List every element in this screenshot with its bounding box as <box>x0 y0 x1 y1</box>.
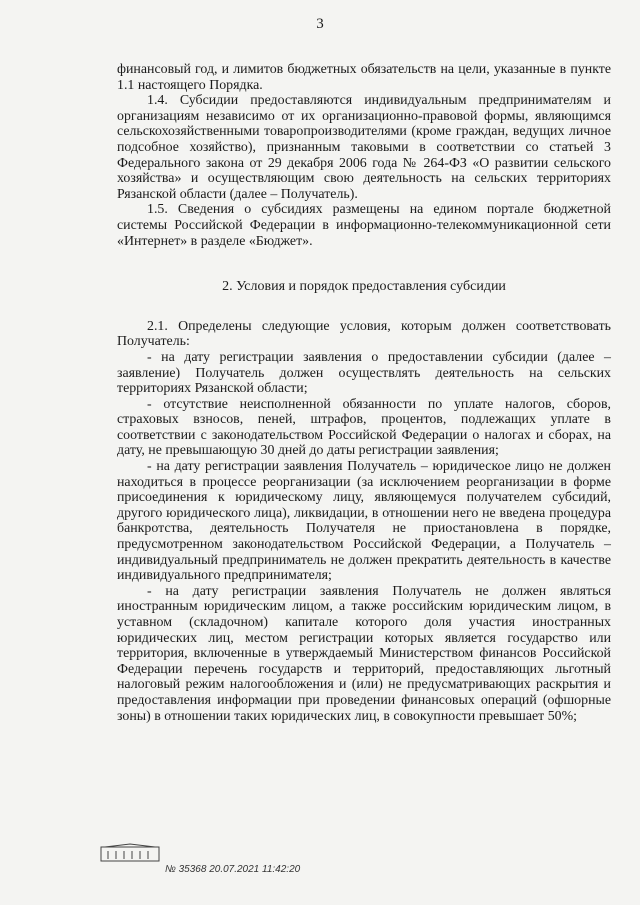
paragraph-continuation: финансовый год, и лимитов бюджетных обязательств на цели, указанные в пункте 1.1 настоящего Порядка. <box>117 62 611 93</box>
condition-item: - на дату регистрации заявления Получатель не должен являться иностранным юридическим лицом, а также российским юридическим лицом, в уставном (складочном) капитале которого доля участия иностранных юридических лиц, местом регистрации которых является государство или территория, включенные в утверждаемый Министерством финансов Российской Федерации перечень государств и территорий, предоставляющих льготный налоговый режим налогообложения и (или) не предусматривающих раскрытия и предоставления информации при проведении финансовых операций (офшорные зоны) в отношении таких юридических лиц, в совокупности превышает 50%; <box>117 583 611 724</box>
document-footer-id: № 35368 20.07.2021 11:42:20 <box>165 864 301 875</box>
condition-item: - на дату регистрации заявления о предоставлении субсидии (далее – заявление) Получатель должен осуществлять деятельность на сельских территориях Рязанской области; <box>117 349 611 397</box>
condition-item: - отсутствие неисполненной обязанности по уплате налогов, сборов, страховых взносов, пеней, штрафов, процентов, подлежащих уплате в соответствии с законодательством Российской Федерации о налогах и сборах, на дату, не превышающую 30 дней до даты регистрации заявления; <box>117 396 611 459</box>
registry-stamp-icon <box>100 843 160 863</box>
document-body <box>117 62 611 724</box>
paragraph-1-5: 1.5. Сведения о субсидиях размещены на едином портале бюджетной системы Российской Федерации в информационно-телекоммуникационной сети «Интернет» в разделе «Бюджет». <box>117 202 611 249</box>
page-number: 3 <box>316 16 324 32</box>
paragraph-1-4: 1.4. Субсидии предоставляются индивидуальным предпринимателям и организациям независимо от их организационно-правовой формы, являющимся сельскохозяйственными товаропроизводителями (кроме граждан, ведущих личное подсобное хозяйство), признанным таковыми в соответствии со статьей 3 Федерального закона от 29 декабря 2006 года № 264-ФЗ «О развитии сельского хозяйства» и осуществляющим свою деятельность на сельских территориях Рязанской области (далее – Получатель). <box>117 93 611 202</box>
paragraph-2-1: 2.1. Определены следующие условия, которым должен соответствовать Получатель: <box>117 318 611 350</box>
section-heading: 2. Условия и порядок предоставления субсидии <box>222 279 506 295</box>
condition-item: - на дату регистрации заявления Получатель – юридическое лицо не должен находиться в процессе реорганизации (за исключением реорганизации в форме присоединения к юридическому лицу, являющемуся получателем субсидий, другого юридического лица), ликвидации, в отношении него не введена процедура банкротства, деятельность Получателя не приостановлена в порядке, предусмотренном законодательством Российской Федерации, а Получатель – индивидуальный предприниматель не должен прекратить деятельность в качестве индивидуального предпринимателя; <box>117 459 611 584</box>
